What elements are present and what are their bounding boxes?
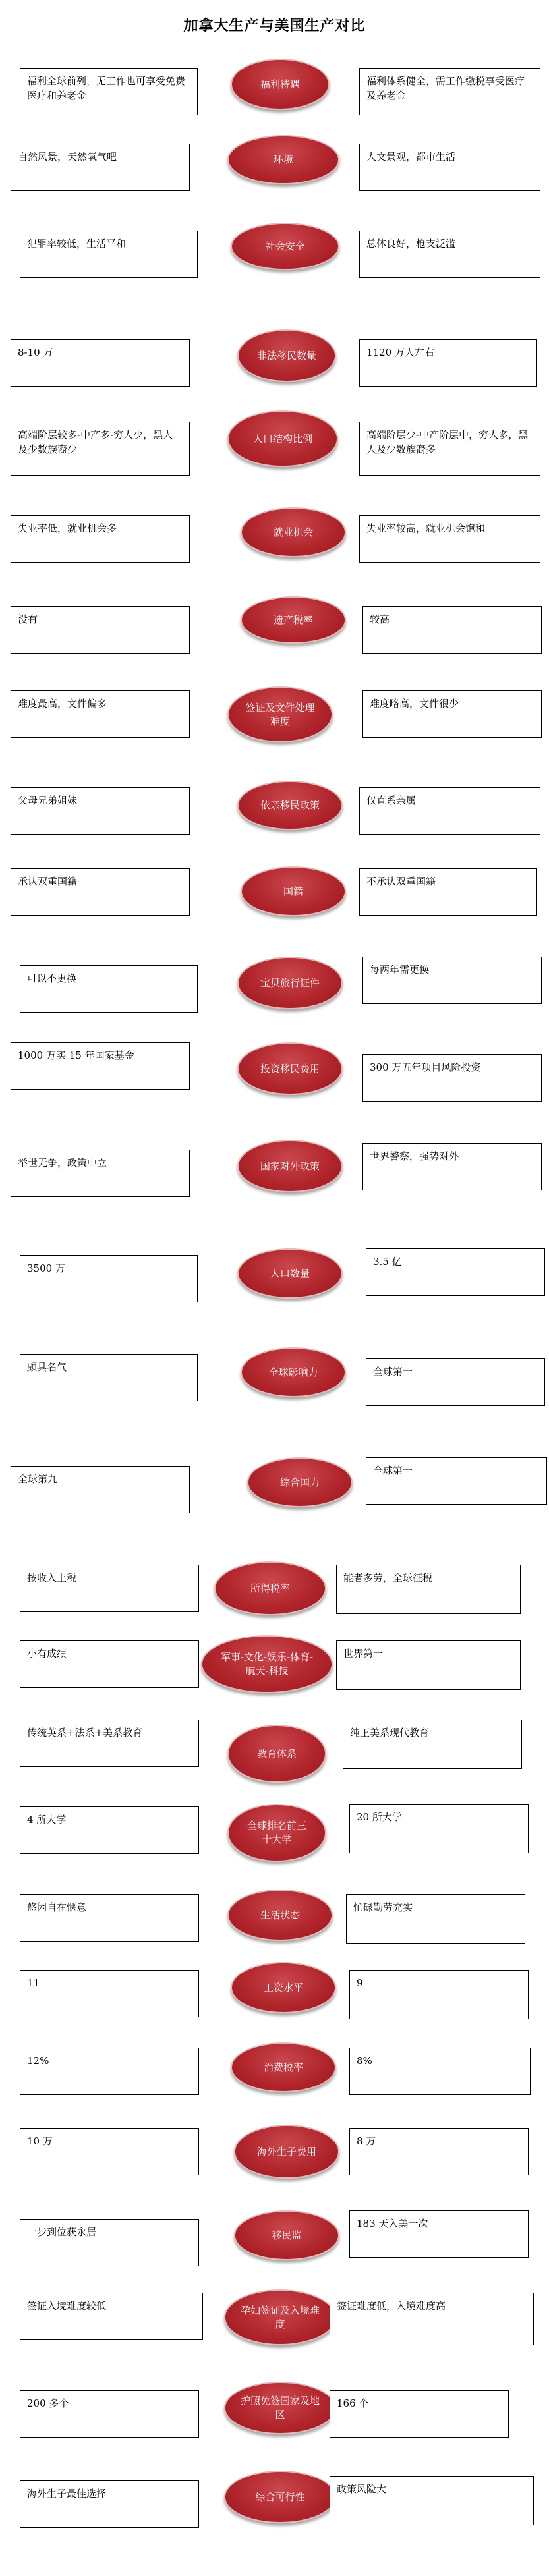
category-oval: 签证及文件处理难度 <box>227 686 333 742</box>
usa-box: 人文景观，都市生活 <box>359 144 540 191</box>
category-oval: 福利待遇 <box>231 59 330 110</box>
canada-box: 11 <box>20 1970 199 2017</box>
canada-box: 3500 万 <box>20 1255 198 1302</box>
usa-box: 高端阶层少-中产阶层中，穷人多，黑人及少数族裔多 <box>359 422 540 476</box>
category-oval: 工资水平 <box>231 1962 336 2013</box>
canada-box: 难度最高，文件偏多 <box>11 690 190 738</box>
canada-box: 海外生子最佳选择 <box>20 2480 199 2528</box>
category-oval: 移民监 <box>234 2210 339 2260</box>
canada-box: 承认双重国籍 <box>11 868 190 916</box>
canada-box: 10 万 <box>20 2128 199 2175</box>
canada-box: 举世无争，政策中立 <box>11 1150 190 1197</box>
usa-box: 不承认双重国籍 <box>359 868 537 916</box>
usa-box: 纯正美系现代教育 <box>343 1720 522 1769</box>
usa-box: 全球第一 <box>366 1358 545 1406</box>
canada-box: 可以不更换 <box>20 965 198 1013</box>
usa-box: 总体良好，枪支泛滥 <box>359 231 540 278</box>
canada-box: 签证入境难度较低 <box>20 2293 203 2340</box>
category-oval: 人口数量 <box>237 1248 343 1299</box>
canada-box: 1000 万买 15 年国家基金 <box>11 1042 190 1090</box>
category-oval: 依亲移民政策 <box>237 781 343 830</box>
category-oval: 军事-文化-娱乐-体育-航天-科技 <box>201 1635 333 1693</box>
usa-box: 仅直系亲属 <box>359 787 540 835</box>
canada-box: 犯罪率较低，生活平和 <box>20 231 198 278</box>
category-oval: 人口结构比例 <box>227 410 338 467</box>
usa-box: 全球第一 <box>366 1457 547 1505</box>
canada-box: 4 所大学 <box>20 1806 199 1854</box>
usa-box: 20 所大学 <box>349 1804 529 1853</box>
canada-box: 颇具名气 <box>20 1354 198 1401</box>
category-oval: 护照免签国家及地区 <box>224 2382 336 2434</box>
usa-box: 每两年需更换 <box>362 957 542 1004</box>
category-oval: 孕妇签证及入境难度 <box>224 2289 336 2345</box>
canada-box: 悠闲自在惬意 <box>20 1894 199 1942</box>
usa-box: 难度略高，文件很少 <box>362 690 542 738</box>
category-oval: 海外生子费用 <box>234 2125 339 2179</box>
canada-box: 按收入上税 <box>20 1565 199 1612</box>
category-oval: 所得税率 <box>214 1561 326 1615</box>
usa-box: 失业率较高，就业机会饱和 <box>359 515 540 563</box>
category-oval: 生活状态 <box>227 1890 333 1941</box>
usa-box: 世界警察，强势对外 <box>362 1143 542 1190</box>
category-oval: 教育体系 <box>227 1725 326 1783</box>
usa-box: 签证难度低，入境难度高 <box>330 2293 534 2345</box>
category-oval: 遗产税率 <box>241 596 346 644</box>
usa-box: 183 天入美一次 <box>349 2210 529 2258</box>
category-oval: 全球排名前三十大学 <box>227 1804 326 1862</box>
usa-box: 政策风险大 <box>330 2476 534 2525</box>
canada-box: 全球第九 <box>11 1466 190 1513</box>
usa-box: 8% <box>349 2048 531 2095</box>
usa-box: 300 万五年项目风险投资 <box>362 1054 542 1102</box>
canada-box: 8-10 万 <box>11 339 190 387</box>
canada-box: 自然风景，天然氧气吧 <box>11 144 190 191</box>
category-oval: 国家对外政策 <box>237 1140 343 1192</box>
canada-box: 没有 <box>11 606 190 654</box>
usa-box: 166 个 <box>330 2390 509 2438</box>
usa-box: 忙碌勤劳充实 <box>346 1894 525 1944</box>
page-title: 加拿大生产与美国生产对比 <box>183 17 366 34</box>
canada-box: 高端阶层较多-中产多-穷人少，黑人及少数族裔少 <box>11 422 190 476</box>
canada-box: 福利全球前列，无工作也可享受免费医疗和养老金 <box>20 68 198 115</box>
category-oval: 消费税率 <box>231 2042 336 2092</box>
usa-box: 3.5 亿 <box>366 1248 545 1296</box>
category-oval: 就业机会 <box>241 507 346 557</box>
category-oval: 宝贝旅行证件 <box>237 957 343 1009</box>
category-oval: 国籍 <box>241 866 346 916</box>
canada-box: 一步到位获永居 <box>20 2219 199 2266</box>
usa-box: 福利体系健全，需工作缴税享受医疗及养老金 <box>359 68 540 115</box>
usa-box: 8 万 <box>349 2128 529 2175</box>
usa-box: 1120 万人左右 <box>359 339 537 387</box>
canada-box: 200 多个 <box>20 2390 199 2438</box>
category-oval: 投资移民费用 <box>237 1042 343 1095</box>
canada-box: 小有成绩 <box>20 1640 199 1688</box>
canada-box: 传统英系+法系+美系教育 <box>20 1720 199 1767</box>
category-oval: 非法移民数量 <box>237 329 336 382</box>
category-oval: 综合可行性 <box>224 2471 336 2523</box>
canada-box: 12% <box>20 2048 199 2095</box>
usa-box: 世界第一 <box>336 1640 521 1690</box>
canada-box: 父母兄弟姐妹 <box>11 787 190 835</box>
usa-box: 能者多劳，全球征税 <box>336 1565 521 1614</box>
category-oval: 全球影响力 <box>241 1347 346 1397</box>
category-oval: 社会安全 <box>231 223 339 270</box>
canada-box: 失业率低，就业机会多 <box>11 515 190 563</box>
category-oval: 综合国力 <box>247 1457 353 1507</box>
category-oval: 环境 <box>227 135 339 184</box>
usa-box: 较高 <box>362 606 542 654</box>
usa-box: 9 <box>349 1970 529 2019</box>
